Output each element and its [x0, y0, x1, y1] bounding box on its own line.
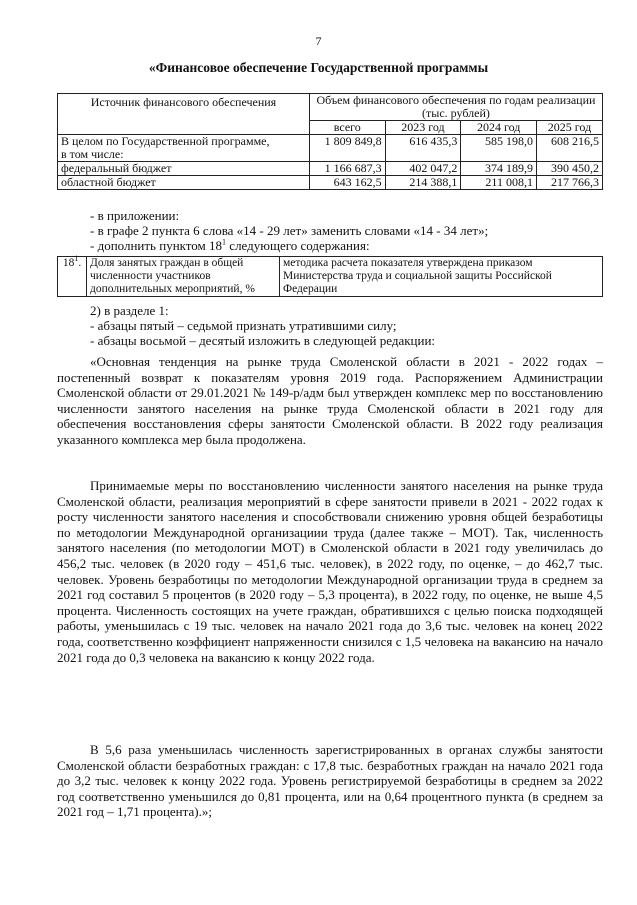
- subheader-2024: 2024 год: [461, 121, 537, 135]
- item18-number: $18^1$.: [58, 257, 87, 297]
- instruction-line: - в графе 2 пункта 6 слова «14 - 29 лет» заменить словами «14 - 34 лет»;: [90, 223, 489, 238]
- paragraph: В 5,6 раза уменьшилась численность зарегистрированных в органах службы занятости Смоленской области безработных граждан: с 17,8 тыс. безработных граждан на начало 2021 года до 3,2 тыс. человек к концу 2022 года. Уровень регистрируемой безработицы в среднем за 2022 год соответственно уменьшился до 0,81 процента, или на 0,64 процентного пункта (в среднем за 2021 год – 1,71 процента).»;: [57, 742, 603, 820]
- item18-method: методика расчета показателя утверждена приказом Министерства труда и социальной защиты Российской Федерации: [280, 257, 603, 297]
- item18-table: [57, 256, 603, 297]
- section-line: 2) в разделе 1:: [90, 303, 169, 318]
- subheader-2025: 2025 год: [536, 121, 602, 135]
- table-row: в том числе:: [58, 148, 603, 162]
- subheader-2023: 2023 год: [385, 121, 461, 135]
- section-line: - абзацы восьмой – десятый изложить в следующей редакции:: [90, 333, 436, 348]
- item18-description: Доля занятых граждан в общей численности участников дополнительных мероприятий, %: [87, 257, 280, 297]
- paragraph: «Основная тенденция на рынке труда Смоленской области в 2021 - 2022 годах – постепенный возврат к показателям уровня 2019 года. Распоряжением Администрации Смоленской области от 29.01.2021 № 149-р/адм был утвержден комплекс мер по восстановлению численности занятого населения на рынке труда Смоленской области в 2021 году для обеспечения восстановления сферы занятости Смоленской области. В 2022 году реализация указанного комплекса мер была продолжена.: [57, 354, 603, 447]
- instruction-line: - дополнить пунктом $18^1$ следующего содержания:: [90, 237, 370, 253]
- instruction-lines: [90, 208, 488, 253]
- table-row: федеральный бюджет 1 166 687,3 402 047,2 374 189,9 390 450,2: [58, 162, 603, 176]
- section-lines: [90, 303, 435, 348]
- finance-table: [57, 93, 603, 190]
- instruction-line: - в приложении:: [90, 208, 180, 223]
- paragraph: Принимаемые меры по восстановлению численности занятого населения на рынке труда Смоленской области, реализация мероприятий в сфере занятости привели в 2021 - 2022 годах к росту численности занятого населения и способствовали снижению уровня общей безработицы по методологии Международной организациии труда (далее также – МОТ). Так, численность занятого населения (по методологии МОТ) в Смоленской области в 2021 году увеличилась до 456,2 тыс. человек (в 2020 году – 451,6 тыс. человек), в 2022 году, по оценке, – до 462,7 тыс. человек. Уровень безработицы по методологии Международной организации труда в среднем за 2021 год составил 5 процентов (в 2020 году – 5,3 процента), в 2022 году, по оценке, не выше 4,5 процента. Численность состоящих на учете граждан, обратившихся с целью поиска подходящей работы, уменьшилась с 19 тыс. человек на начало 2021 года до 3,6 тыс. человек на конец 2022 года, соответственно коэффициент напряженности снизился с 1,5 человека на вакансию на начало 2021 года до 0,3 человека на вакансию к концу 2022 года.: [57, 478, 603, 665]
- page-number: 7: [315, 34, 322, 48]
- subheader-total: всего: [309, 121, 385, 135]
- table-row: В целом по Государственной программе, 1 809 849,8 616 435,3 585 198,0 608 216,5: [58, 135, 603, 149]
- section-title: «Финансовое обеспечение Государственной программы: [148, 60, 489, 75]
- section-line: - абзацы пятый – седьмой признать утратившими силу;: [90, 318, 397, 333]
- header-source: Источник финансового обеспечения: [58, 94, 310, 135]
- table-row: областной бюджет 643 162,5 214 388,1 211 008,1 217 766,3: [58, 176, 603, 190]
- header-volume: Объем финансового обеспечения по годам реализации (тыс. рублей): [309, 94, 602, 121]
